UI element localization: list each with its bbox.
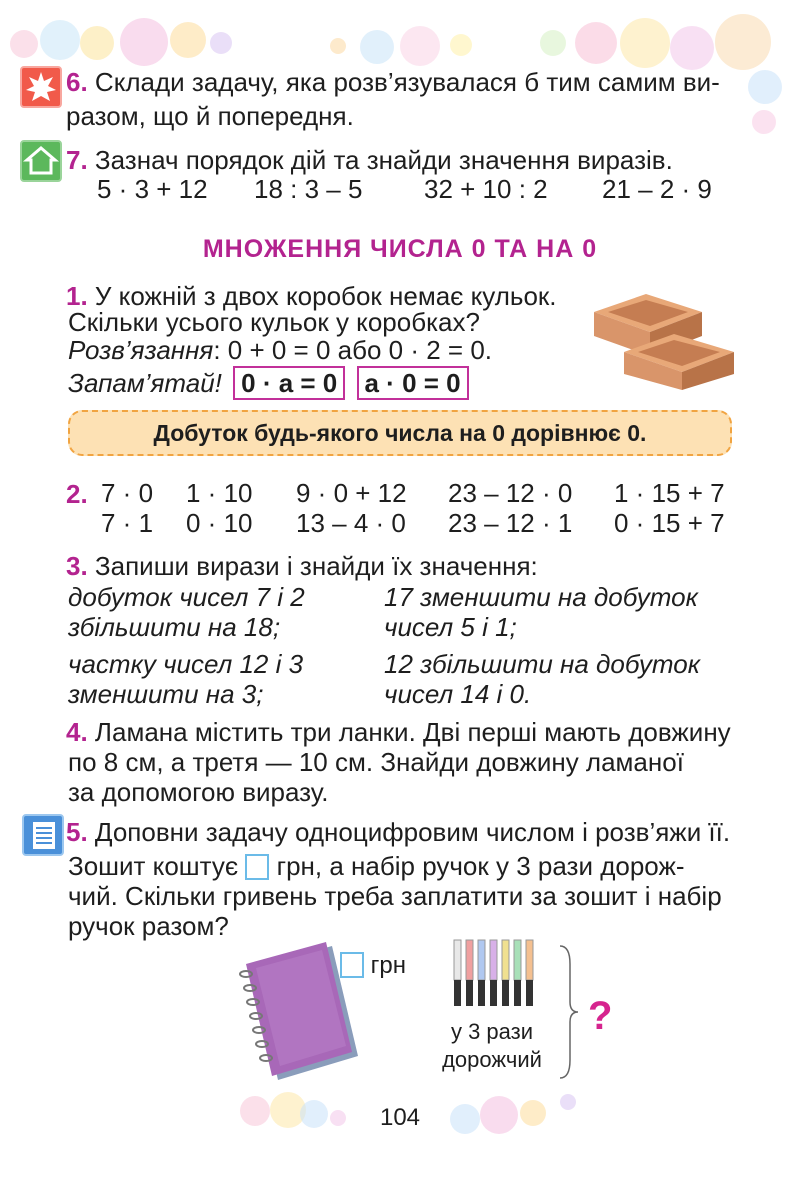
task-number: 1. xyxy=(66,281,88,311)
task-3-item-a-cont: збільшити на 18; xyxy=(68,612,281,642)
solution-label: Розв’язання xyxy=(68,335,214,365)
task-3-item-b-cont: чисел 5 і 1; xyxy=(384,612,517,642)
task-text: Зазнач порядок дій та знайди значення виразів. xyxy=(94,145,673,175)
task-5-line-4: ручок разом? xyxy=(68,911,229,941)
task-3-item-b: 17 зменшити на добуток xyxy=(384,582,698,612)
expression: 1 · 10 xyxy=(186,478,253,508)
expression: 5 · 3 + 12 xyxy=(97,174,208,204)
pens-illustration xyxy=(450,936,540,1021)
solution-text: : 0 + 0 = 0 або 0 · 2 = 0. xyxy=(213,335,492,365)
blank-square[interactable] xyxy=(245,854,269,880)
remember-label: Запам’ятай! xyxy=(68,368,222,398)
task-number: 4. xyxy=(66,717,88,747)
formula-box: a · 0 = 0 xyxy=(357,366,469,400)
task-number: 3. xyxy=(66,551,88,581)
task-1-remember xyxy=(68,366,469,400)
expression: 0 · 15 + 7 xyxy=(614,508,725,538)
task-text: грн, а набір ручок у 3 рази дорож- xyxy=(276,851,685,881)
task-3 xyxy=(66,550,538,583)
task-5-line-2 xyxy=(68,850,685,883)
expression: 23 – 12 · 0 xyxy=(448,478,573,508)
expression: 7 · 1 xyxy=(101,508,154,538)
task-text: Запиши вирази і знайди їх значення: xyxy=(94,551,538,581)
expression: 21 – 2 · 9 xyxy=(602,174,712,204)
expression: 13 – 4 · 0 xyxy=(296,508,406,538)
expression: 18 : 3 – 5 xyxy=(254,174,363,204)
expression: 1 · 15 + 7 xyxy=(614,478,725,508)
expression: 7 · 0 xyxy=(101,478,154,508)
task-2-number xyxy=(66,478,88,511)
task-3-item-c-cont: зменшити на 3; xyxy=(68,679,264,709)
task-3-item-d: 12 збільшити на добуток xyxy=(384,649,701,679)
task-1-solution xyxy=(68,334,492,367)
expression: 0 · 10 xyxy=(186,508,253,538)
task-text: Ламана містить три ланки. Дві перші мають довжину xyxy=(94,717,731,747)
expression: 23 – 12 · 1 xyxy=(448,508,573,538)
formula-box: 0 · a = 0 xyxy=(233,366,345,400)
multiplier-line-2: дорожчий xyxy=(442,1047,542,1072)
task-text: Доповни задачу одноцифровим числом і розв’яжи її. xyxy=(94,817,731,847)
task-3-item-c: частку чисел 12 і 3 xyxy=(68,649,304,679)
task-1-line-2: Скільки усього кульок у коробках? xyxy=(68,307,480,337)
multiplier-line-1: у 3 рази xyxy=(450,1019,534,1044)
page-number: 104 xyxy=(379,1104,421,1131)
task-text: Зошит коштує xyxy=(68,851,239,881)
task-number: 6. xyxy=(66,67,88,97)
expression: 9 · 0 + 12 xyxy=(296,478,407,508)
currency-label: грн xyxy=(370,952,407,979)
task-4 xyxy=(66,716,736,749)
blank-square[interactable] xyxy=(340,952,364,978)
notebook-task-icon xyxy=(22,814,64,856)
brace-icon xyxy=(556,944,580,1085)
task-number: 2. xyxy=(66,479,88,509)
homework-house-icon xyxy=(20,140,62,182)
task-7 xyxy=(66,144,673,177)
question-mark: ? xyxy=(588,994,613,1038)
creative-task-icon xyxy=(20,66,62,108)
task-5 xyxy=(66,816,730,849)
rule-box: Добуток будь-якого числа на 0 дорівнює 0. xyxy=(68,410,732,456)
notebook-price xyxy=(340,952,406,980)
task-text: Склади задачу, яка розв’язувалася б тим самим ви- xyxy=(94,67,720,97)
price-multiplier-label xyxy=(440,1018,544,1074)
task-number: 7. xyxy=(66,145,88,175)
empty-boxes-illustration xyxy=(590,290,740,395)
task-4-line-2: по 8 см, а третя — 10 см. Знайди довжину ламаної xyxy=(68,747,684,777)
task-3-item-a: добуток чисел 7 і 2 xyxy=(68,582,305,612)
lesson-title: МНОЖЕННЯ ЧИСЛА 0 ТА НА 0 xyxy=(202,235,598,263)
task-5-line-3: чий. Скільки гривень треба заплатити за зошит і набір xyxy=(68,881,722,911)
task-4-line-3: за допомогою виразу. xyxy=(68,777,329,807)
task-3-item-d-cont: чисел 14 і 0. xyxy=(384,679,532,709)
task-6-line-2: разом, що й попередня. xyxy=(66,101,354,131)
expression: 32 + 10 : 2 xyxy=(424,174,548,204)
task-text: У кожній з двох коробок немає кульок. xyxy=(94,281,557,311)
task-6 xyxy=(66,66,720,99)
task-number: 5. xyxy=(66,817,88,847)
